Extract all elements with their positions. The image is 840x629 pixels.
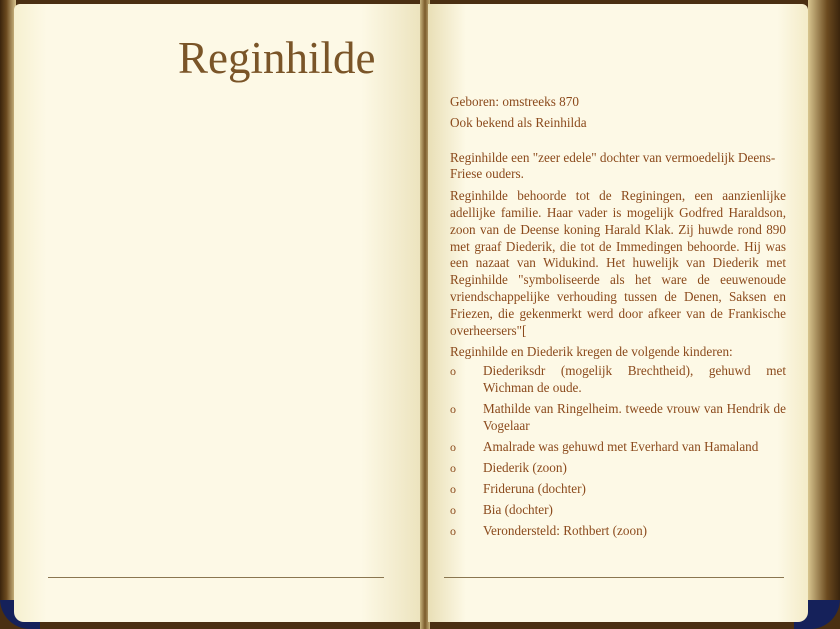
birth-info: Geboren: omstreeks 870 xyxy=(450,94,579,109)
family-paragraph: Reginhilde behoorde tot de Reginingen, een aanzienlijke adellijke familie. Haar vader is mogelijk Godfred Haraldson, zoon van de Deense koning Harald Klak. Zij huwde rond 890 met graaf Diederik, die tot de Immedingen behoorde. Hij was een nazaat van Widukind. Het huwelijk van Diederik met Reginhilde "symboliseerde als het ware de eeuwenoude vriendschappelijke verhouding tussen de Denen, Saksen en Friezen, die gekenmerkt werd door afkeer van de Frankische overheersers"[ xyxy=(450,188,786,338)
list-item: o Diederiksdr (mogelijk Brechtheid), gehuwd met Wichman de oude. xyxy=(450,363,786,395)
left-page-rule xyxy=(48,577,384,578)
list-item: o Diederik (zoon) xyxy=(450,459,567,475)
list-item: o Amalrade was gehuwd met Everhard van Hamaland xyxy=(450,438,759,454)
children-intro: Reginhilde en Diederik kregen de volgende kinderen: xyxy=(450,344,733,360)
page-title: Reginhilde xyxy=(178,33,376,83)
left-page xyxy=(14,4,422,622)
bullet-icon: o xyxy=(450,364,456,379)
list-item: o Verondersteld: Rothbert (zoon) xyxy=(450,522,648,538)
children-list xyxy=(450,363,786,539)
alias-info: Ook bekend als Reinhilda xyxy=(450,114,587,130)
bullet-icon: o xyxy=(450,523,456,538)
list-item: o Mathilde van Ringelheim. tweede vrouw van Hendrik de Vogelaar xyxy=(450,400,786,433)
right-page-rule xyxy=(444,577,784,578)
book-edge-right xyxy=(808,0,840,600)
intro-paragraph: Reginhilde een "zeer edele" dochter van vermoedelijk Deens-Friese ouders. xyxy=(450,149,776,182)
right-page-content xyxy=(450,94,786,544)
bullet-icon: o xyxy=(450,481,456,496)
list-item: o Frideruna (dochter) xyxy=(450,480,586,496)
bullet-icon: o xyxy=(450,502,456,517)
bullet-icon: o xyxy=(450,401,456,416)
list-item: o Bia (dochter) xyxy=(450,501,553,517)
bullet-icon: o xyxy=(450,439,456,454)
bullet-icon: o xyxy=(450,460,456,475)
